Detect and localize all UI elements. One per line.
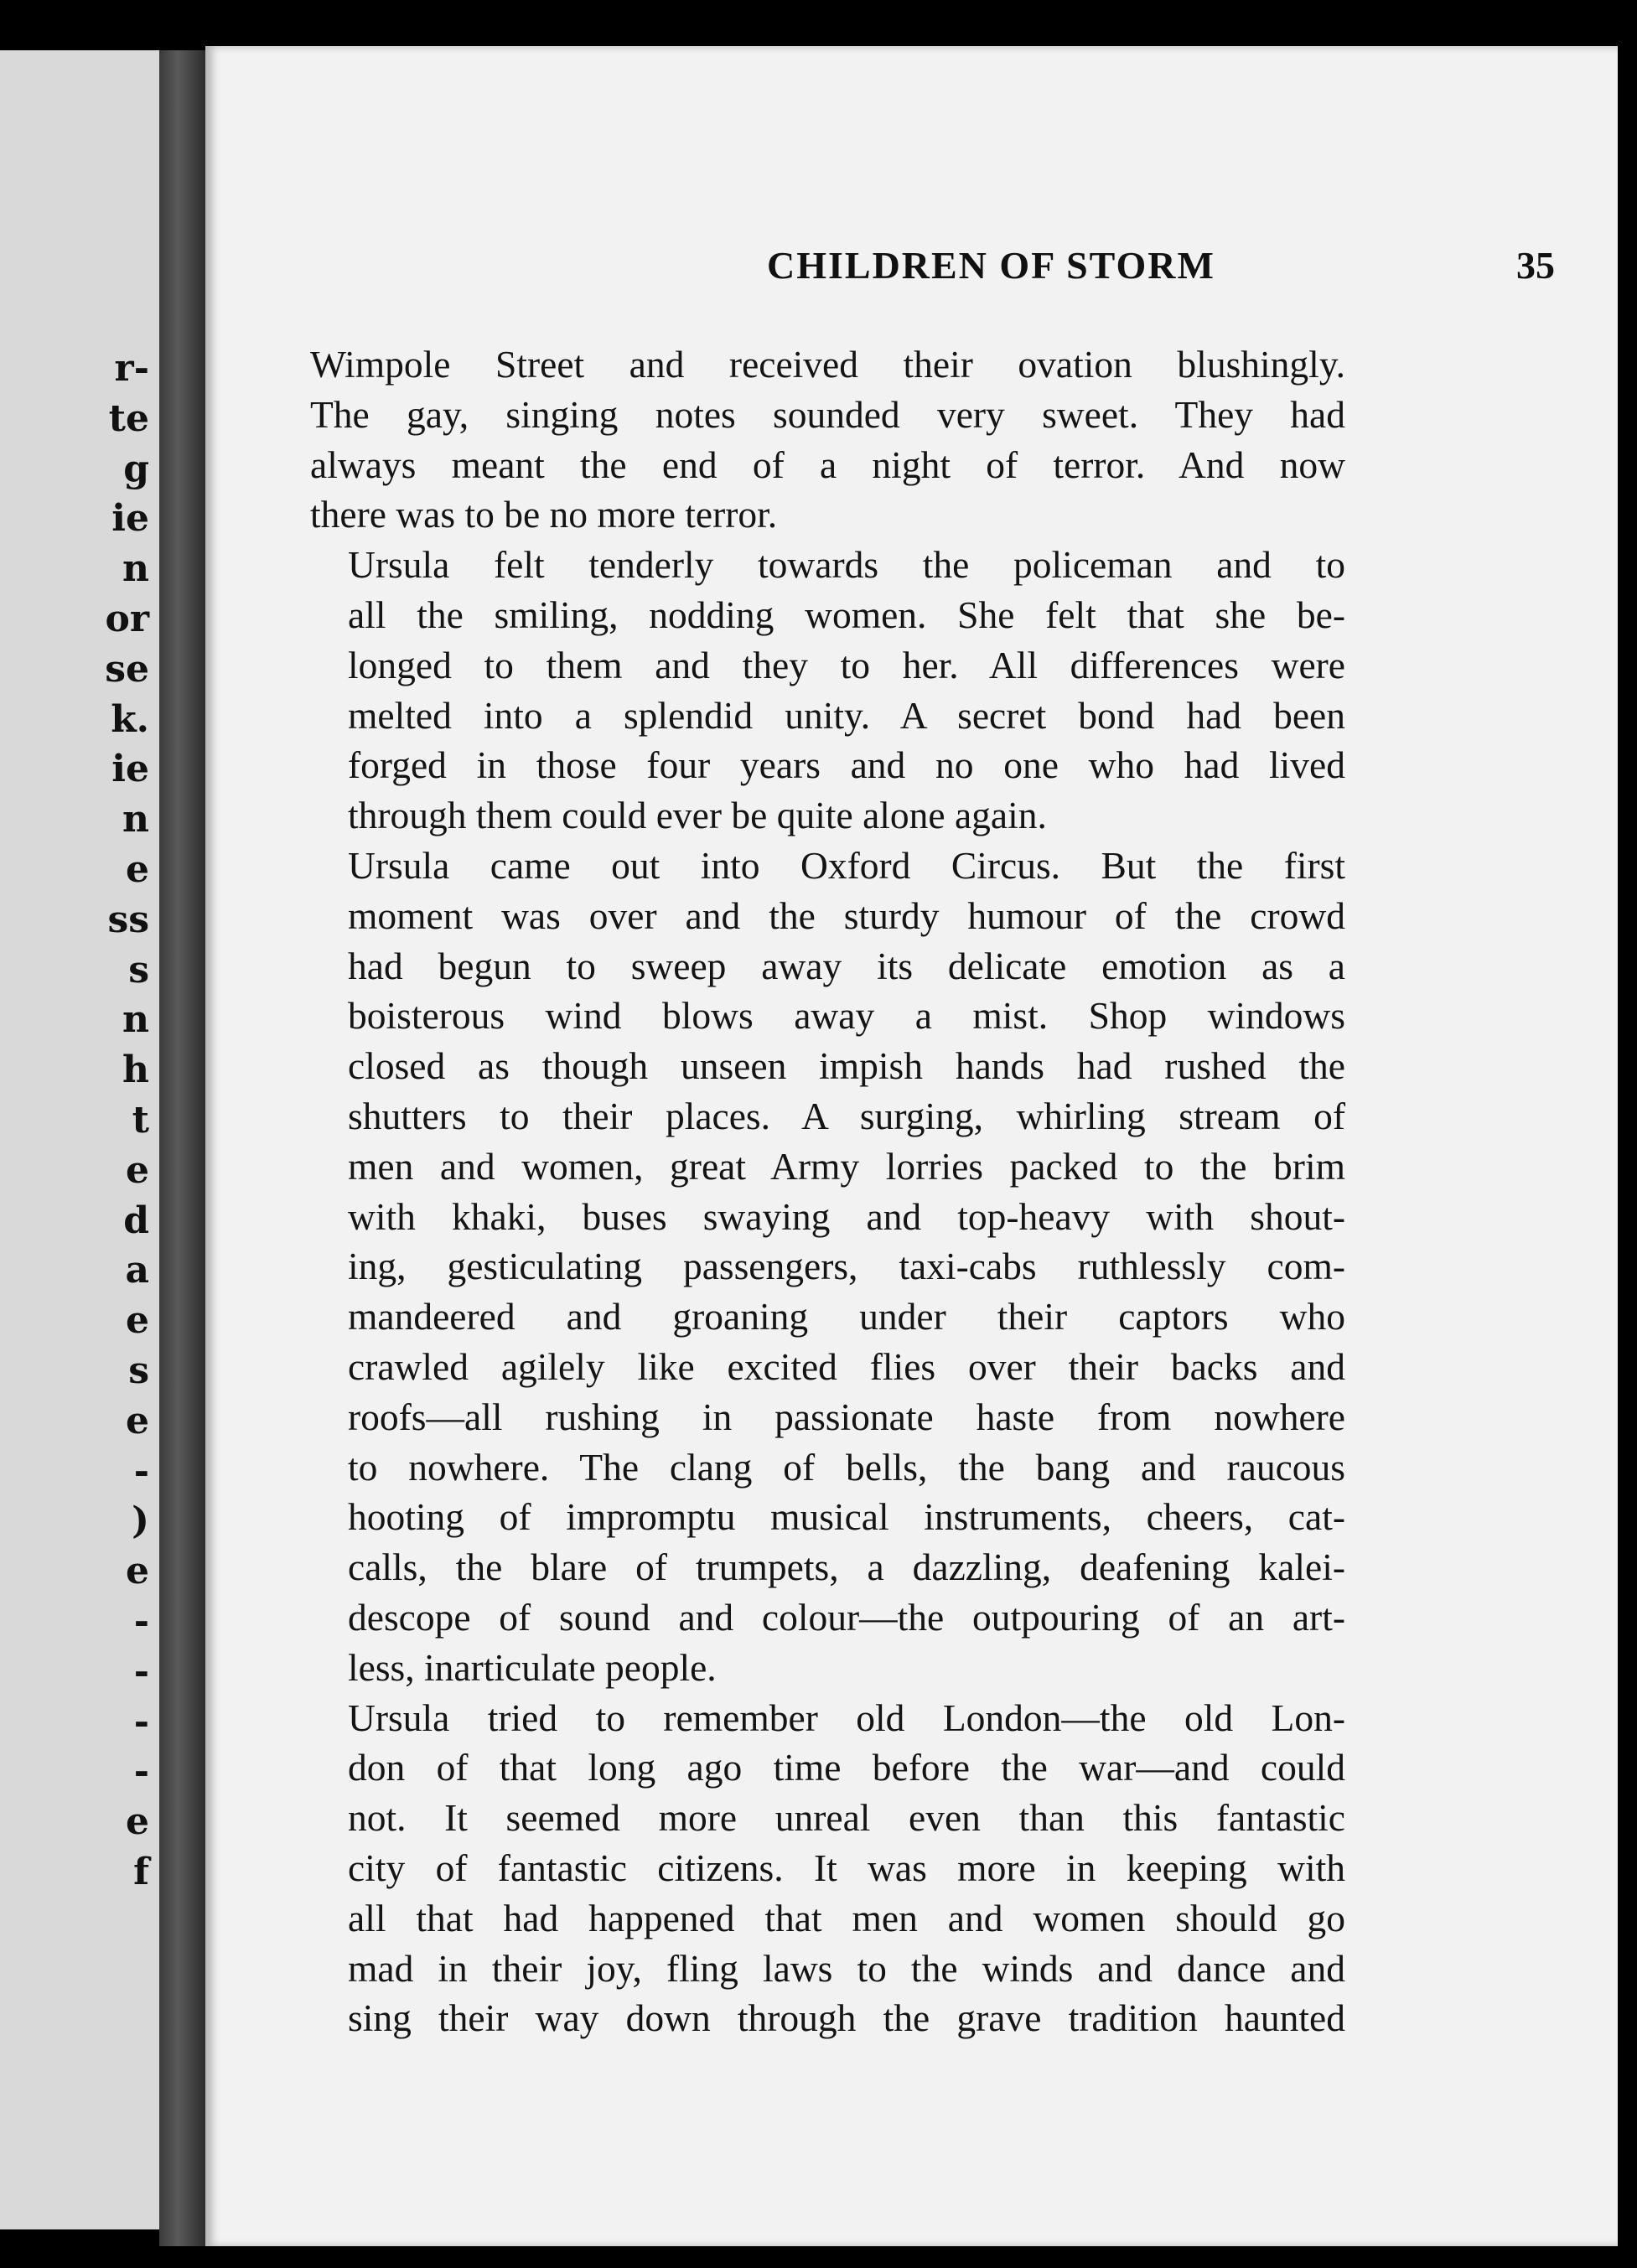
- previous-page-text-fragment: e: [126, 1299, 149, 1343]
- previous-page-text-fragment: k.: [111, 697, 149, 741]
- previous-page-text-fragment: -: [133, 1600, 149, 1643]
- text-line: boisterous wind blows away a mist. Shop windows: [348, 994, 1345, 1038]
- text-line: ing, gesticulating passengers, taxi-cabs ruthlessly com-: [348, 1245, 1345, 1288]
- page-number: 35: [1516, 244, 1555, 287]
- text-line: The gay, singing notes sounded very sweet. They had: [310, 392, 1345, 436]
- previous-page-text-fragment: ): [132, 1499, 149, 1543]
- previous-page-text-fragment: te: [108, 396, 149, 440]
- previous-page-text-fragment: ss: [107, 898, 149, 941]
- text-line: men and women, great Army lorries packed to the brim: [348, 1144, 1345, 1188]
- text-line: less, inarticulate people.: [348, 1645, 717, 1689]
- previous-page-text-fragment: -: [133, 1750, 149, 1794]
- previous-page-text-fragment: t: [132, 1099, 149, 1142]
- text-line: always meant the end of a night of terror. And now: [310, 443, 1345, 486]
- previous-page-text-fragment: g: [123, 447, 149, 490]
- paragraph: [310, 540, 1345, 841]
- paragraph: [310, 339, 1345, 540]
- text-line: closed as though unseen impish hands had rushed the: [348, 1044, 1345, 1088]
- page-header: [515, 243, 1605, 310]
- text-line: forged in those four years and no one who had lived: [348, 743, 1345, 787]
- text-line: to nowhere. The clang of bells, the bang and raucous: [348, 1445, 1345, 1489]
- previous-page-text-fragment: n: [122, 798, 149, 841]
- previous-page-text-fragment: f: [133, 1851, 149, 1893]
- text-line: city of fantastic citizens. It was more in keeping with: [348, 1846, 1345, 1889]
- previous-page-text-fragment: a: [125, 1249, 149, 1292]
- text-line: roofs—all rushing in passionate haste from nowhere: [348, 1395, 1345, 1438]
- previous-page-text-fragment: e: [126, 848, 149, 891]
- previous-page-text-fragment: e: [126, 1550, 149, 1593]
- running-head: CHILDREN OF STORM: [767, 244, 1215, 287]
- previous-page-text-fragment: h: [122, 1049, 149, 1092]
- text-line: descope of sound and colour—the outpouring of an art-: [348, 1595, 1345, 1639]
- previous-page-text-fragment: or: [105, 598, 149, 640]
- text-line: calls, the blare of trumpets, a dazzling, deafening kalei-: [348, 1546, 1345, 1589]
- text-line: melted into a splendid unity. A secret bond had been: [348, 693, 1345, 737]
- text-line: through them could ever be quite alone again.: [348, 794, 1047, 837]
- text-line: Ursula came out into Oxford Circus. But the first: [348, 843, 1345, 887]
- previous-page-text-fragment: n: [122, 998, 149, 1042]
- text-line: there was to be no more terror.: [310, 493, 778, 536]
- previous-page-text-fragment: n: [122, 547, 149, 591]
- previous-page-text-fragment: e: [126, 1399, 149, 1442]
- previous-page-text-fragment: r-: [114, 347, 149, 390]
- paragraph: [310, 841, 1345, 1693]
- previous-page-text-fragment: -: [133, 1649, 149, 1693]
- text-line: not. It seemed more unreal even than this fantastic: [348, 1796, 1345, 1840]
- previous-page-text-fragment: s: [128, 1349, 149, 1392]
- text-line: with khaki, buses swaying and top-heavy with shout-: [348, 1194, 1345, 1238]
- previous-page-text-fragment: e: [126, 1148, 149, 1192]
- text-line: longed to them and they to her. All differences were: [348, 643, 1345, 686]
- text-line: shutters to their places. A surging, whirling stream of: [348, 1094, 1345, 1137]
- previous-page-text-fragment: d: [123, 1199, 149, 1242]
- body-text: [310, 339, 1345, 2043]
- text-line: had begun to sweep away its delicate emotion as a: [348, 944, 1345, 987]
- text-line: don of that long ago time before the war—and could: [348, 1746, 1345, 1789]
- text-line: Wimpole Street and received their ovation blushingly.: [310, 343, 1345, 386]
- text-line: moment was over and the sturdy humour of the crowd: [348, 893, 1345, 937]
- previous-page-text-fragment: se: [105, 647, 149, 691]
- text-line: sing their way down through the grave tradition haunted: [348, 1996, 1345, 2040]
- previous-page-text-fragment: -: [133, 1700, 149, 1743]
- book-page: [205, 46, 1618, 2246]
- previous-page-text-fragment: e: [126, 1800, 149, 1844]
- text-line: all that had happened that men and women should go: [348, 1896, 1345, 1939]
- paragraph: [310, 1693, 1345, 2044]
- book-gutter: [159, 50, 205, 2246]
- text-line: Ursula felt tenderly towards the policeman and to: [348, 543, 1345, 587]
- text-line: crawled agilely like excited flies over their backs and: [348, 1344, 1345, 1388]
- previous-page-text-fragment: ie: [111, 497, 149, 541]
- text-line: mad in their joy, fling laws to the winds and dance and: [348, 1946, 1345, 1990]
- previous-page-text-fragment: s: [128, 948, 149, 992]
- text-line: hooting of impromptu musical instruments, cheers, cat-: [348, 1495, 1345, 1539]
- previous-page-edge: [0, 50, 159, 2229]
- text-line: all the smiling, nodding women. She felt that she be-: [348, 593, 1345, 636]
- text-line: Ursula tried to remember old London—the old Lon-: [348, 1696, 1345, 1739]
- text-line: mandeered and groaning under their captors who: [348, 1295, 1345, 1339]
- previous-page-text-fragment: ie: [111, 748, 149, 791]
- previous-page-text-fragment: -: [133, 1449, 149, 1493]
